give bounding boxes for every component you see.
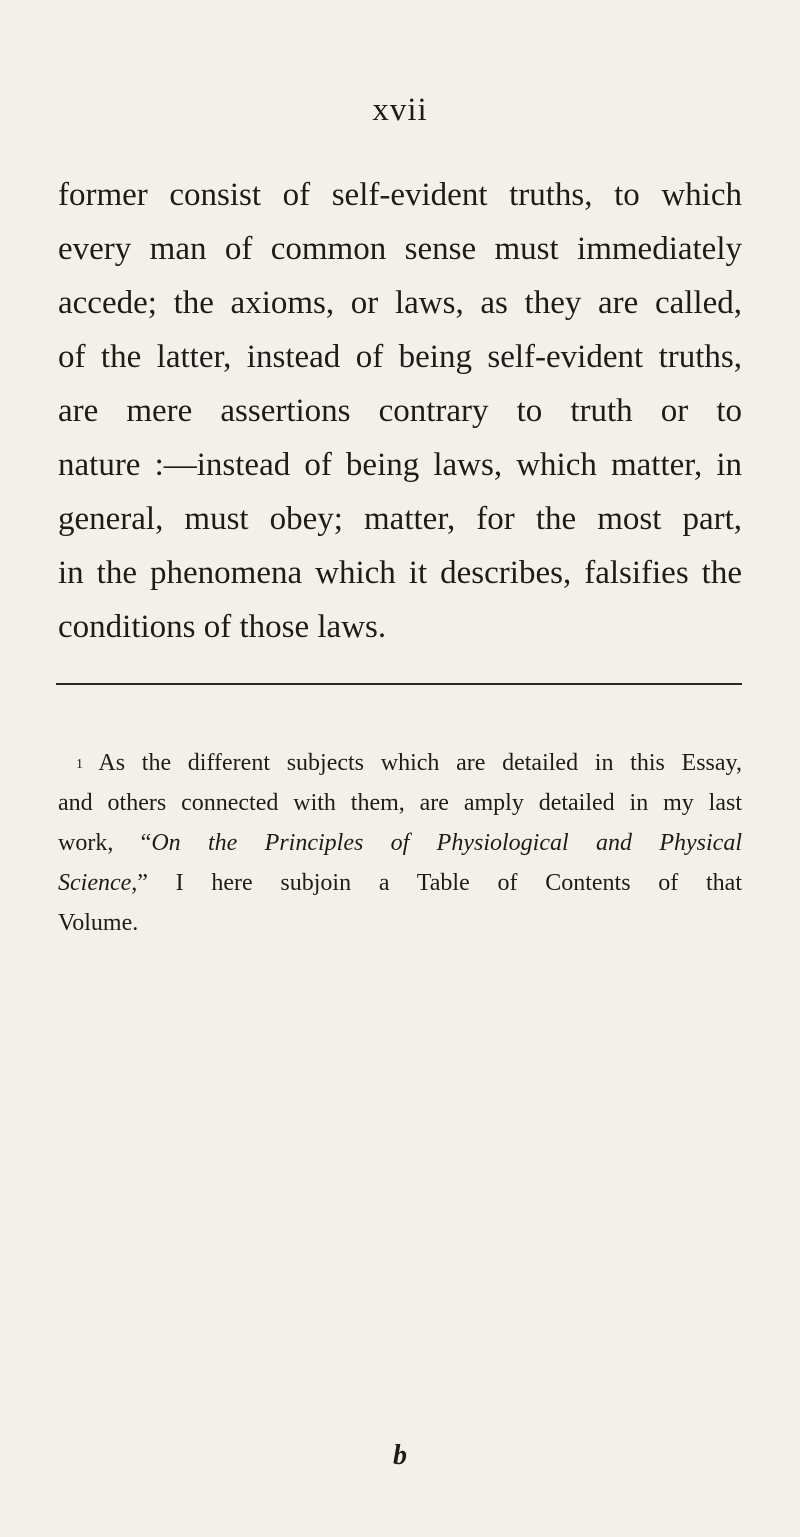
text-line: former consist of self-evident truths, to which bbox=[58, 177, 742, 213]
main-paragraph bbox=[58, 168, 742, 654]
book-title: On the Principles of Physiological and Physical bbox=[151, 830, 742, 856]
footnote-text: work, “ bbox=[58, 830, 152, 856]
text-line: conditions of those laws. bbox=[58, 609, 387, 645]
text-line: nature :—instead of being laws, which matter, in bbox=[58, 447, 742, 483]
page-number: xvii bbox=[372, 92, 428, 128]
footnote-text: As the different subjects which are detailed in this Essay, bbox=[98, 750, 742, 776]
text-line: are mere assertions contrary to truth or to bbox=[58, 393, 742, 429]
footnote-line bbox=[58, 863, 742, 903]
footnote-line: Volume. bbox=[58, 910, 139, 936]
book-title: Science, bbox=[58, 870, 138, 896]
footnote-line bbox=[58, 823, 742, 863]
text-line: every man of common sense must immediately bbox=[58, 231, 742, 267]
text-line: in the phenomena which it describes, falsifies the bbox=[58, 555, 742, 591]
footnote-text: ” I here subjoin a Table of Contents of that bbox=[137, 870, 742, 896]
text-line: of the latter, instead of being self-evident truths, bbox=[58, 339, 742, 375]
text-line: general, must obey; matter, for the most part, bbox=[58, 501, 742, 537]
footnote bbox=[58, 743, 742, 943]
footnote-line: and others connected with them, are amply detailed in my last bbox=[58, 790, 742, 816]
footnote-marker: 1 bbox=[76, 757, 83, 772]
footnote-line bbox=[58, 743, 742, 783]
signature-mark: b bbox=[393, 1440, 407, 1471]
footnote-divider bbox=[56, 683, 742, 685]
text-line: accede; the axioms, or laws, as they are called, bbox=[58, 285, 742, 321]
